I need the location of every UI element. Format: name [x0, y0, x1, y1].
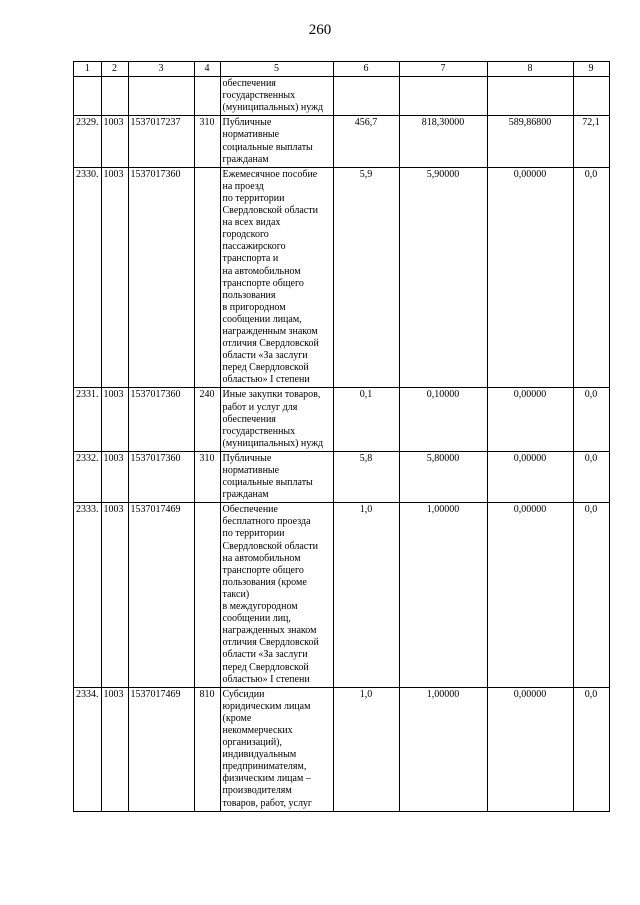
value-cell	[333, 77, 399, 116]
value-cell: 5,8	[333, 451, 399, 502]
item-name-line: областью» I степени	[222, 673, 310, 685]
table-row	[74, 503, 610, 687]
item-name-line: Публичные	[222, 452, 272, 464]
target-article-cell: 1537017469	[128, 503, 194, 687]
item-name-cell	[220, 503, 333, 687]
expense-type-cell: 310	[194, 116, 220, 167]
percent-cell: 0,0	[573, 451, 609, 502]
value-cell: 0,1	[333, 388, 399, 451]
table-row	[74, 451, 610, 502]
item-name-cell	[220, 388, 333, 451]
row-number-cell: 2332.	[74, 451, 102, 502]
item-name-line: Иные закупки товаров,	[222, 389, 321, 401]
item-name-line: физическим лицам –	[222, 773, 311, 785]
expense-type-cell: 310	[194, 451, 220, 502]
row-number-cell: 2330.	[74, 167, 102, 388]
item-name-line: гражданам	[222, 489, 269, 501]
target-article-cell: 1537017237	[128, 116, 194, 167]
percent-cell: 0,0	[573, 503, 609, 687]
item-name-line: производителям	[222, 785, 292, 797]
percent-cell: 0,0	[573, 167, 609, 388]
item-name-line: сообщении лиц,	[222, 613, 291, 625]
header-cell: 6	[333, 62, 399, 77]
item-name-line: областью» I степени	[222, 374, 310, 386]
item-name-line: в междугородном	[222, 601, 298, 613]
header-cell: 5	[220, 62, 333, 77]
target-article-cell: 1537017360	[128, 388, 194, 451]
item-name-line: отличия Свердловской	[222, 338, 319, 350]
table-row	[74, 116, 610, 167]
item-name-line: социальные выплаты	[222, 477, 313, 489]
item-name-line: (муниципальных) нужд	[222, 102, 324, 114]
item-name-line: перед Свердловской	[222, 362, 309, 374]
percent-cell: 0,0	[573, 687, 609, 811]
item-name-line: транспорта и	[222, 253, 279, 265]
item-name-line: (муниципальных) нужд	[222, 437, 324, 449]
item-name-line: обеспечения	[222, 413, 276, 425]
budget-table	[73, 61, 610, 812]
item-name-line: бесплатного проезда	[222, 516, 311, 528]
percent-cell: 0,0	[573, 388, 609, 451]
table-row	[74, 687, 610, 811]
table-row	[74, 77, 610, 116]
row-number-cell: 2329.	[74, 116, 102, 167]
item-name-line: городского	[222, 229, 269, 241]
value-cell: 1,00000	[399, 687, 487, 811]
section-code-cell: 1003	[101, 116, 128, 167]
item-name-line: товаров, работ, услуг	[222, 797, 313, 809]
section-code-cell: 1003	[101, 503, 128, 687]
row-number-cell: 2334.	[74, 687, 102, 811]
expense-type-cell: 810	[194, 687, 220, 811]
item-name-line: области «За заслуги	[222, 350, 308, 362]
value-cell: 589,86800	[487, 116, 573, 167]
item-name-line: пользования (кроме	[222, 576, 307, 588]
item-name-line: в пригородном	[222, 301, 286, 313]
item-name-line: государственных	[222, 425, 296, 437]
item-name-line: такси)	[222, 588, 250, 600]
section-code-cell: 1003	[101, 167, 128, 388]
item-name-cell	[220, 77, 333, 116]
item-name-line: нормативные	[222, 129, 280, 141]
item-name-line: по территории	[222, 192, 285, 204]
item-name-cell	[220, 451, 333, 502]
expense-type-cell	[194, 503, 220, 687]
value-cell: 0,00000	[487, 388, 573, 451]
item-name-cell	[220, 687, 333, 811]
value-cell	[487, 77, 573, 116]
item-name-line: на автомобильном	[222, 265, 301, 277]
item-name-line: награжденных знаком	[222, 625, 317, 637]
item-name-line: пользования	[222, 289, 276, 301]
value-cell: 818,30000	[399, 116, 487, 167]
value-cell: 5,90000	[399, 167, 487, 388]
item-name-line: Субсидии	[222, 688, 265, 700]
row-number-cell	[74, 77, 102, 116]
percent-cell	[573, 77, 609, 116]
item-name-line: на проезд	[222, 180, 264, 192]
section-code-cell: 1003	[101, 451, 128, 502]
value-cell: 456,7	[333, 116, 399, 167]
item-name-line: области «За заслуги	[222, 649, 308, 661]
item-name-line: индивидуальным	[222, 749, 297, 761]
section-code-cell: 1003	[101, 388, 128, 451]
header-cell: 8	[487, 62, 573, 77]
item-name-line: транспорте общего	[222, 564, 304, 576]
table-row	[74, 167, 610, 388]
table-row	[74, 388, 610, 451]
item-name-line: Свердловской области	[222, 540, 318, 552]
item-name-line: пассажирского	[222, 241, 286, 253]
item-name-line: работ и услуг для	[222, 401, 298, 413]
value-cell: 0,00000	[487, 503, 573, 687]
header-cell: 1	[74, 62, 102, 77]
item-name-line: (кроме	[222, 712, 252, 724]
item-name-line: обеспечения	[222, 78, 276, 90]
header-cell: 3	[128, 62, 194, 77]
item-name-line: государственных	[222, 90, 296, 102]
value-cell: 0,00000	[487, 687, 573, 811]
target-article-cell: 1537017360	[128, 451, 194, 502]
item-name-line: сообщении лицам,	[222, 313, 302, 325]
value-cell: 1,0	[333, 503, 399, 687]
item-name-line: некоммерческих	[222, 724, 293, 736]
item-name-line: на автомобильном	[222, 552, 301, 564]
expense-type-cell	[194, 167, 220, 388]
item-name-line: отличия Свердловской	[222, 637, 319, 649]
item-name-line: предпринимателям,	[222, 761, 307, 773]
item-name-line: перед Свердловской	[222, 661, 309, 673]
percent-cell: 72,1	[573, 116, 609, 167]
page-number: 260	[308, 22, 332, 38]
item-name-line: нормативные	[222, 465, 280, 476]
section-code-cell: 1003	[101, 687, 128, 811]
target-article-cell: 1537017469	[128, 687, 194, 811]
item-name-line: гражданам	[222, 153, 269, 165]
item-name-cell	[220, 116, 333, 167]
item-name-line: Ежемесячное пособие	[222, 168, 318, 180]
item-name-line: Публичные	[222, 117, 272, 129]
header-cell: 4	[194, 62, 220, 77]
value-cell: 1,00000	[399, 503, 487, 687]
item-name-line: юридическим лицам	[222, 700, 311, 712]
header-cell: 9	[573, 62, 609, 77]
item-name-line: транспорте общего	[222, 277, 304, 289]
target-article-cell: 1537017360	[128, 167, 194, 388]
item-name-line: социальные выплаты	[222, 141, 313, 153]
item-name-line: по территории	[222, 528, 285, 540]
expense-type-cell	[194, 77, 220, 116]
header-cell: 2	[101, 62, 128, 77]
value-cell: 0,10000	[399, 388, 487, 451]
target-article-cell	[128, 77, 194, 116]
expense-type-cell: 240	[194, 388, 220, 451]
value-cell: 5,9	[333, 167, 399, 388]
header-cell: 7	[399, 62, 487, 77]
value-cell: 5,80000	[399, 451, 487, 502]
row-number-cell: 2331.	[74, 388, 102, 451]
header-row	[74, 62, 610, 77]
item-name-cell	[220, 167, 333, 388]
item-name-line: награжденным знаком	[222, 325, 318, 337]
item-name-line: Свердловской области	[222, 205, 318, 217]
value-cell: 1,0	[333, 687, 399, 811]
item-name-line: Обеспечение	[222, 504, 278, 516]
value-cell: 0,00000	[487, 167, 573, 388]
table-body	[74, 77, 610, 812]
value-cell: 0,00000	[487, 451, 573, 502]
section-code-cell	[101, 77, 128, 116]
value-cell	[399, 77, 487, 116]
item-name-line: организаций),	[222, 737, 283, 749]
row-number-cell: 2333.	[74, 503, 102, 687]
item-name-line: на всех видах	[222, 217, 281, 229]
